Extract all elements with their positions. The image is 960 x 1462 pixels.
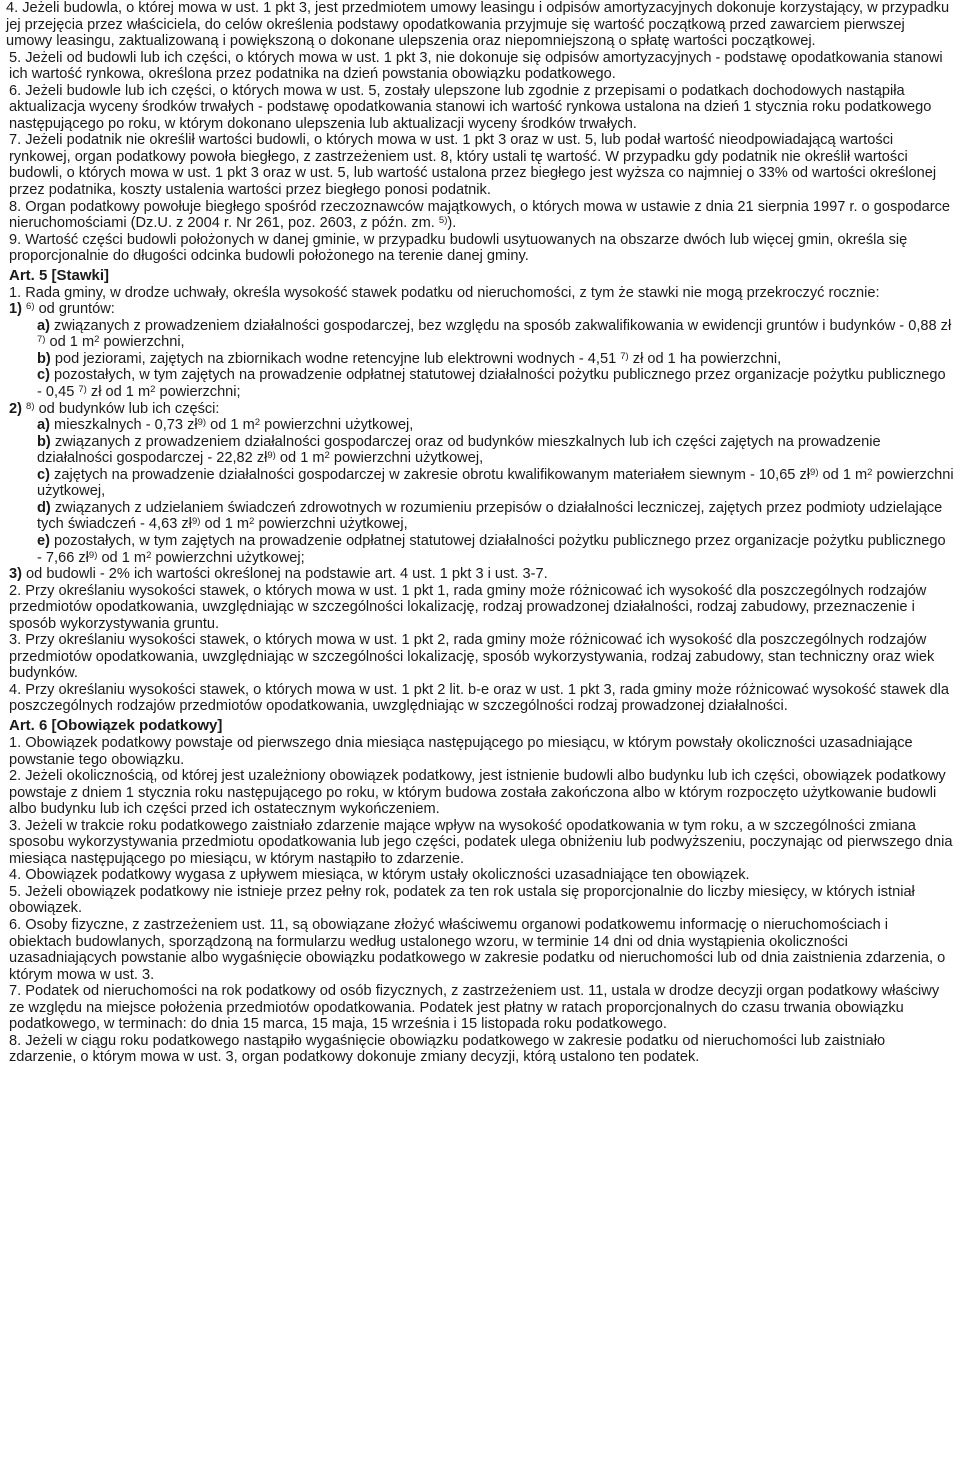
art6-ust-2: 2. Jeżeli okolicznością, od której jest uzależniony obowiązek podatkowy, jest istnienie budowli albo budynku lub ich części, obowiązek podatkowy powstaje z dniem 1 stycznia roku następującego po roku, w którym budowa została zakończona albo w którym rozpoczęto użytkowanie budowli albo budynku lub ich części przed ich ostatecznym wykończeniem. — [9, 768, 946, 818]
letter-label: b) — [37, 350, 51, 367]
footnote-ref: 5) — [438, 215, 448, 227]
letter-label: d) — [37, 499, 51, 516]
square-superscript: 2 — [254, 417, 261, 429]
art5-item-3 — [6, 566, 954, 583]
footnote-ref: 7) — [37, 334, 46, 346]
paragraph-ust-8-tail: ). — [447, 215, 457, 232]
art6-ust-8: 8. Jeżeli w ciągu roku podatkowego nastąpiło wygaśnięcie obowiązku podatkowego w zakresie podatku od nieruchomości lub zaistniało zdarzenie, o którym mowa w ust. 3, organ podatkowy dokonuje zmiany decyzji, którą ustalono ten podatek. — [9, 1032, 886, 1066]
art5-ust-1-intro: 1. Rada gminy, w drodze uchwały, określa wysokość stawek podatku od nieruchomości, z tym że stawki nie mogą przekroczyć rocznie: — [9, 284, 880, 301]
square-superscript: 2 — [324, 450, 330, 462]
footnote-ref: 9) — [191, 516, 201, 528]
art6-ust-5: 5. Jeżeli obowiązek podatkowy nie istnieje przez pełny rok, podatek za ten rok ustala się proporcjonalnie do liczby miesięcy, w których istniał obowiązek. — [9, 883, 915, 917]
item-text: zł od 1 ha powierzchni, — [632, 350, 782, 367]
item-text: powierzchni użytkowej, — [333, 450, 484, 467]
item-text: zł od 1 m — [90, 384, 151, 401]
square-superscript: 2 — [249, 516, 255, 528]
paragraph-ust-9: 9. Wartość części budowli położonych w danej gminie, w przypadku budowli usytuowanych na obszarze dwóch lub więcej gmin, określa się proporcjonalnie do długości odcinka budowli położonego na terenie danej gminy. — [9, 231, 908, 265]
item-text: od 1 m — [279, 450, 325, 467]
square-superscript: 2 — [867, 466, 873, 478]
letter-label: b) — [37, 433, 51, 450]
art6-ust-7: 7. Podatek od nieruchomości na rok podatkowy od osób fizycznych, z zastrzeżeniem ust. 11, ustala w drodze decyzji organ podatkowy właściwy ze względu na miejsce położenia przedmiotów opodatkowania. Podatek jest płatny w ratach proporcjonalnych do czasu trwania obowiązku podatkowego, w terminach: do dnia 15 marca, 15 maja, 15 września i 15 listopada roku podatkowego. — [9, 983, 940, 1033]
footnote-ref: 9) — [197, 417, 207, 429]
art6-ust-3: 3. Jeżeli w trakcie roku podatkowego zaistniało zdarzenie mające wpływ na wysokość opodatkowania w tym roku, a w szczególności zmiana sposobu wykorzystywania przedmiotu opodatkowania lub jego części, podatek ulega obniżeniu lub podwyższeniu, poczynając od pierwszego dnia miesiąca następującego po miesiącu, w którym nastąpiło to zdarzenie. — [9, 817, 953, 867]
item-text: powierzchni; — [159, 384, 241, 401]
letter-label: a) — [37, 317, 50, 334]
item-text: powierzchni użytkowej, — [37, 466, 954, 500]
item-text: od 1 m — [210, 417, 255, 434]
item-text: związanych z udzielaniem świadczeń zdrowotnych w rozumieniu przepisów o działalności leczniczej, zajętych przez podmioty udzielające tych świadczeń - 4,63 zł — [37, 499, 943, 533]
item-text: pozostałych, w tym zajętych na prowadzenie odpłatnej statutowej działalności pożytku publicznego przez organizacje pożytku publicznego - 7,66 zł — [37, 532, 946, 566]
art5-item-2d — [6, 500, 954, 533]
item-text: pozostałych, w tym zajętych na prowadzenie odpłatnej statutowej działalności pożytku publicznego przez organizacje pożytku publicznego - 0,45 — [37, 367, 946, 401]
item-label: 2) — [9, 400, 22, 417]
footnote-ref: 9) — [88, 549, 98, 561]
art5-item-2b — [6, 434, 954, 467]
item-text: pod jeziorami, zajętych na zbiornikach wodne retencyjne lub elektrowni wodnych - 4,51 — [54, 350, 617, 367]
art5-item-1 — [6, 301, 954, 318]
art6-ust-4: 4. Obowiązek podatkowy wygasa z upływem miesiąca, w którym ustały okoliczności uzasadniające ten obowiązek. — [9, 867, 750, 884]
item-text: od gruntów: — [38, 301, 115, 318]
square-superscript: 2 — [150, 384, 156, 396]
art5-item-2 — [6, 401, 954, 418]
paragraph-ust-8 — [6, 199, 954, 232]
item-text: związanych z prowadzeniem działalności gospodarczej, bez względu na sposób zakwalifikowania w ewidencji gruntów i budynków - 0,88 zł — [54, 317, 952, 334]
paragraph-ust-8-text: 8. Organ podatkowy powołuje biegłego spośród rzeczoznawców majątkowych, o których mowa w ustawie z dnia 21 sierpnia 1997 r. o gospodarce nieruchomościami (Dz.U. z 2004 r. Nr 261, poz. 2603, z późn. zm. — [9, 198, 950, 232]
item-text: powierzchni użytkowej, — [258, 516, 408, 533]
item-text: od 1 m — [49, 334, 95, 351]
item-text: od 1 m — [101, 549, 147, 566]
letter-label: a) — [37, 417, 50, 434]
article-6-heading: Art. 6 [Obowiązek podatkowy] — [9, 716, 223, 734]
item-text: od budynków lub ich części: — [38, 400, 220, 417]
paragraph-ust-5: 5. Jeżeli od budowli lub ich części, o których mowa w ust. 1 pkt 3, nie dokonuje się odpisów amortyzacyjnych - podstawę opodatkowania stanowi ich wartość rynkowa, określona przez podatnika na dzień powstania obowiązku podatkowego. — [9, 49, 943, 83]
art5-item-1c — [6, 367, 954, 400]
letter-label: e) — [37, 532, 50, 549]
art6-ust-1: 1. Obowiązek podatkowy powstaje od pierwszego dnia miesiąca następującego po miesiącu, w którym powstały okoliczności uzasadniające powstanie tego obowiązku. — [9, 734, 913, 768]
paragraph-ust-4: 4. Jeżeli budowla, o której mowa w ust. 1 pkt 3, jest przedmiotem umowy leasingu i odpisów amortyzacyjnych dokonuje korzystający, w przypadku jej przejęcia przez właściciela, do celów określenia podstawy opodatkowania przyjmuje się wartość początkową przed zawarciem pierwszej umowy leasingu, zaktualizowaną i powiększoną o dokonane ulepszenia oraz niepomniejszoną o spłatę wartości początkowej. — [6, 0, 950, 50]
item-text: mieszkalnych - 0,73 zł — [54, 417, 198, 434]
item-text: powierzchni, — [103, 334, 185, 351]
footnote-ref: 9) — [267, 450, 276, 462]
art6-ust-6: 6. Osoby fizyczne, z zastrzeżeniem ust. 11, są obowiązane złożyć właściwemu organowi podatkowemu informację o nieruchomościach i obiektach budowlanych, sporządzoną na formularzu według ustalonego wzoru, w terminie 14 dni od dnia wystąpienia okoliczności uzasadniających powstanie albo wygaśnięcie obowiązku podatkowego w zakresie podatku od nieruchomości lub od dnia zaistnienia zdarzenia, o którym mowa w ust. 3. — [9, 916, 946, 983]
art5-item-2e — [6, 533, 954, 566]
letter-label: c) — [37, 466, 50, 483]
square-superscript: 2 — [146, 549, 152, 561]
art5-item-2a — [6, 417, 954, 434]
item-text: powierzchni użytkowej; — [155, 549, 305, 566]
square-superscript: 2 — [94, 334, 100, 346]
footnote-ref: 7) — [78, 384, 87, 396]
art5-ust-4: 4. Przy określaniu wysokości stawek, o których mowa w ust. 1 pkt 2 lit. b-e oraz w ust. 1 pkt 3, rada gminy może różnicować wysokość stawek dla poszczególnych rodzajów przedmiotów opodatkowania, uwzględniając w szczególności rodzaj prowadzonej działalności. — [9, 681, 950, 715]
paragraph-ust-7: 7. Jeżeli podatnik nie określił wartości budowli, o których mowa w ust. 1 pkt 3 oraz w ust. 5, lub podał wartość nieodpowiadającą wartości rynkowej, organ podatkowy powoła biegłego, z zastrzeżeniem ust. 8, który ustali tę wartość. W przypadku gdy podatnik nie określił wartości budowli, o których mowa w ust. 1 pkt 3 oraz w ust. 5, lub wartość ustalona przez biegłego jest wyższa co najmniej o 33% od wartości określonej przez podatnika, koszty ustalenia wartości przez biegłego ponosi podatnik. — [9, 132, 937, 199]
footnote-ref: 6) — [26, 301, 35, 313]
item-label: 1) — [9, 301, 22, 318]
art5-item-1b — [6, 351, 954, 368]
article-5-heading: Art. 5 [Stawki] — [9, 266, 110, 284]
item-text: związanych z prowadzeniem działalności gospodarczej oraz od budynków mieszkalnych lub ich części zajętych na prowadzenie działalności gospodarczej - 22,82 zł — [37, 433, 881, 467]
art5-item-1a — [6, 318, 954, 351]
item-label: 3) — [9, 566, 22, 583]
letter-label: c) — [37, 367, 50, 384]
art5-ust-3: 3. Przy określaniu wysokości stawek, o których mowa w ust. 1 pkt 2, rada gminy może różnicować ich wysokość dla poszczególnych rodzajów przedmiotów opodatkowania, uwzględniając w szczególności lokalizację, sposób wykorzystywania, rodzaj zabudowy, stan techniczny oraz wiek budynków. — [9, 632, 935, 682]
item-text: od 1 m — [204, 516, 250, 533]
footnote-ref: 9) — [810, 466, 819, 478]
item-text: powierzchni użytkowej, — [264, 417, 414, 434]
art5-item-2c — [6, 467, 954, 500]
footnote-ref: 8) — [26, 400, 35, 412]
item-text: zajętych na prowadzenie działalności gospodarczej w zakresie obrotu kwalifikowanym materiałem siewnym - 10,65 zł — [54, 466, 811, 483]
footnote-ref: 7) — [620, 350, 629, 362]
paragraph-ust-6: 6. Jeżeli budowle lub ich części, o których mowa w ust. 5, zostały ulepszone lub zgodnie z przepisami o podatkach dochodowych nastąpiła aktualizacja wyceny środków trwałych - podstawę opodatkowania stanowi ich wartość rynkowa ustalona na dzień 1 stycznia roku podatkowego następującego po roku, w którym dokonano ulepszenia lub aktualizacji wyceny środków trwałych. — [9, 82, 932, 132]
item-text: od budowli - 2% ich wartości określonej na podstawie art. 4 ust. 1 pkt 3 i ust. 3-7. — [26, 566, 548, 583]
item-text: od 1 m — [822, 466, 868, 483]
art5-ust-2: 2. Przy określaniu wysokości stawek, o których mowa w ust. 1 pkt 1, rada gminy może różnicować ich wysokość dla poszczególnych rodzajów przedmiotów opodatkowania, uwzględniając w szczególności lokalizację, rodzaj prowadzonej działalności, rodzaj zabudowy, przeznaczenie i sposób wykorzystywania gruntu. — [9, 582, 927, 632]
